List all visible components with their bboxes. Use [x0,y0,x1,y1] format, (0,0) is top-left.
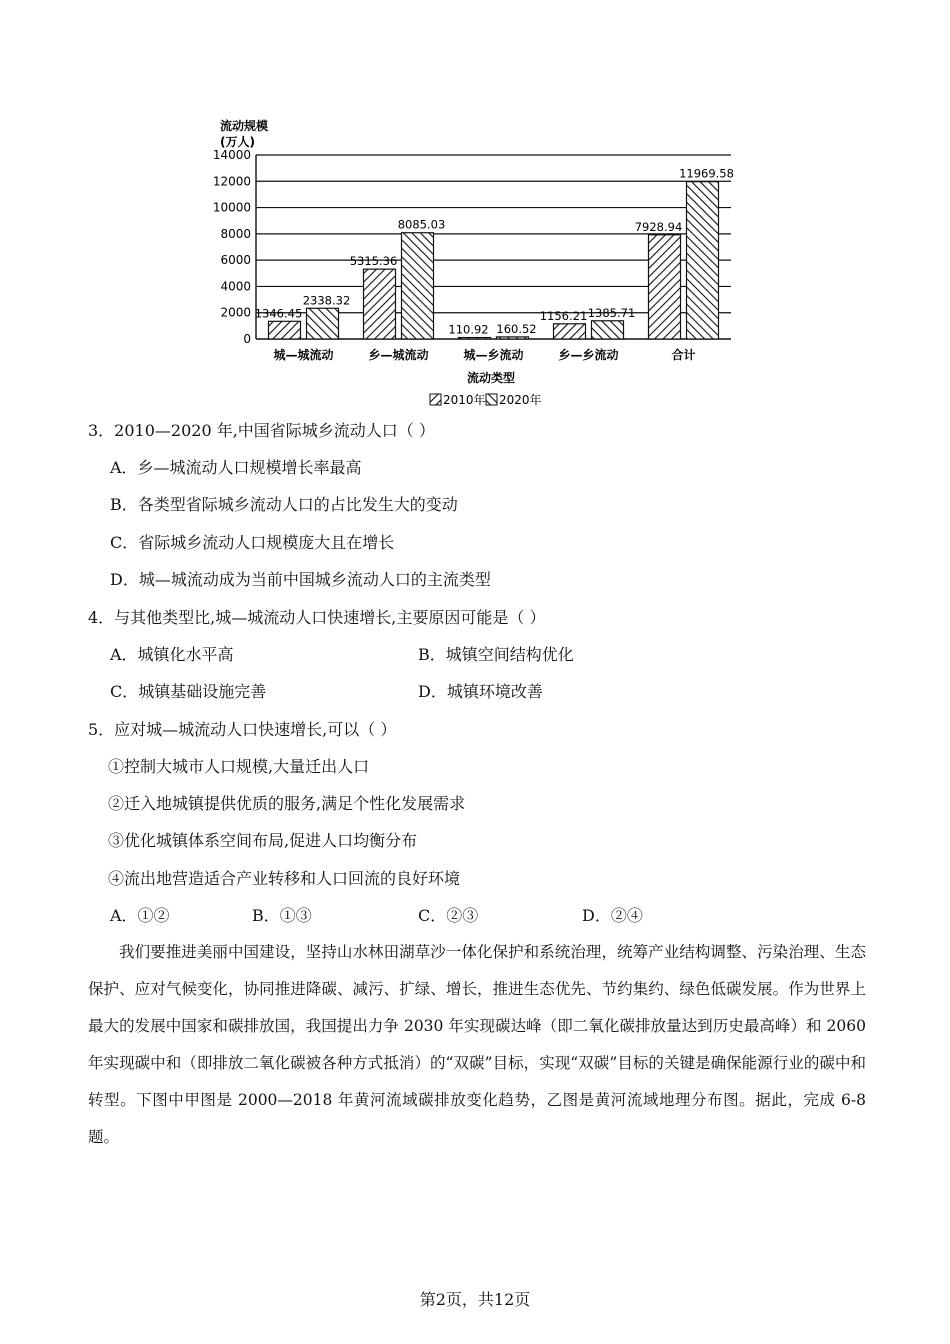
y-tick-label: 14000 [212,148,251,162]
bar-2010年-1 [364,269,396,339]
category-label: 城—城流动 [273,348,334,362]
question-5-statement-1: ①控制大城市人口规模,大量迁出人口 [108,757,370,776]
bar-2020年-3 [592,321,624,339]
bar-value-label: 11969.58 [679,166,734,181]
category-label: 合计 [671,348,696,362]
bar-value-label: 1346.45 [254,306,303,321]
question-4-option-d: D．城镇环境改善 [418,682,543,701]
bar-2010年-0 [269,321,301,339]
question-5-option-c: C．②③ [418,906,479,925]
bar-2010年-2 [459,338,491,339]
bar-value-label: 160.52 [496,321,537,336]
bar-value-label: 1156.21 [539,308,588,323]
y-tick-label: 12000 [212,174,251,189]
bar-2010年-4 [649,235,681,339]
question-4-option-b: B．城镇空间结构优化 [418,645,574,664]
y-axis-title-line2: (万人) [220,135,255,149]
reading-passage: 我们要推进美丽中国建设，坚持山水林田湖草沙一体化保护和系统治理，统筹产业结构调整、污染治理、生态保护、应对气候变化，协同推进降碳、减污、扩绿、增长，推进生态优先、节约集约、绿色低碳发展。作为世界上最大的发展中国家和碳排放国，我国提出力争 2030 年实现碳达峰（即二氧化碳排放量达到历史最高峰）和 2060 年实现碳中和（即排放二氧化碳被各种方式抵消）的“双碳”目标，实现“双碳”目标的关键是确保能源行业的碳中和转型。下图中甲图是 2000—2018 年黄河流域碳排放变化趋势，乙图是黄河流域地理分布图。据此，完成 6-8 题。 [88,943,866,1146]
page-footer: 第2页，共12页 [419,1290,531,1309]
category-labels [273,347,695,362]
population-flow-bar-chart [0,0,950,420]
question-5-option-a: A．①② [110,906,170,925]
legend-label-2020: 2020年 [499,393,542,407]
category-label: 城—乡流动 [463,348,524,362]
y-tick-label: 8000 [220,226,251,241]
legend [430,392,542,407]
y-tick-labels [213,148,251,346]
y-axis-title-line1: 流动规模 [220,119,269,133]
y-tick-label: 0 [243,332,251,346]
question-4-option-a: A．城镇化水平高 [110,645,234,664]
bar-2020年-2 [497,337,529,339]
bar-value-label: 2338.32 [302,293,351,308]
question-3-option-a: A．乡—城流动人口规模增长率最高 [110,458,362,477]
y-tick-label: 6000 [220,253,251,268]
question-4-option-c: C．城镇基础设施完善 [110,682,267,701]
y-tick-label: 10000 [212,200,251,215]
category-label: 乡—城流动 [368,348,429,362]
question-5-option-d: D．②④ [582,906,643,925]
question-3-option-c: C．省际城乡流动人口规模庞大且在增长 [110,533,395,552]
legend-label-2010: 2010年 [443,393,486,407]
bar-value-label: 1385.71 [587,305,636,320]
legend-swatch-2010 [430,394,441,405]
bar-value-label: 8085.03 [397,217,446,232]
category-label: 乡—乡流动 [558,348,619,362]
question-5-statement-3: ③优化城镇体系空间布局,促进人口均衡分布 [108,831,418,850]
x-axis-title: 流动类型 [466,371,516,385]
bar-value-label: 110.92 [448,322,489,337]
question-5-statement-4: ④流出地营造适合产业转移和人口回流的良好环境 [108,869,461,888]
question-4-stem: 4．与其他类型比,城—城流动人口快速增长,主要原因可能是（ ） [88,608,546,627]
question-3-option-d: D．城—城流动成为当前中国城乡流动人口的主流类型 [110,570,491,589]
legend-swatch-2020 [486,394,497,405]
question-5-stem: 5．应对城—城流动人口快速增长,可以（ ） [88,720,397,739]
bar-2020年-0 [307,308,339,339]
question-5-statement-2: ②迁入地城镇提供优质的服务,满足个性化发展需求 [108,794,466,813]
y-tick-label: 4000 [220,279,251,294]
question-5-option-b: B．①③ [252,906,312,925]
bar-2020年-1 [402,233,434,339]
question-3-stem: 3．2010—2020 年,中国省际城乡流动人口（ ） [88,421,435,440]
question-3-option-b: B．各类型省际城乡流动人口的占比发生大的变动 [110,495,458,514]
bar-2010年-3 [554,324,586,339]
bar-value-label: 7928.94 [634,219,683,234]
y-tick-label: 2000 [220,305,251,320]
bar-2020年-4 [687,182,719,339]
bar-value-label: 5315.36 [349,254,398,269]
